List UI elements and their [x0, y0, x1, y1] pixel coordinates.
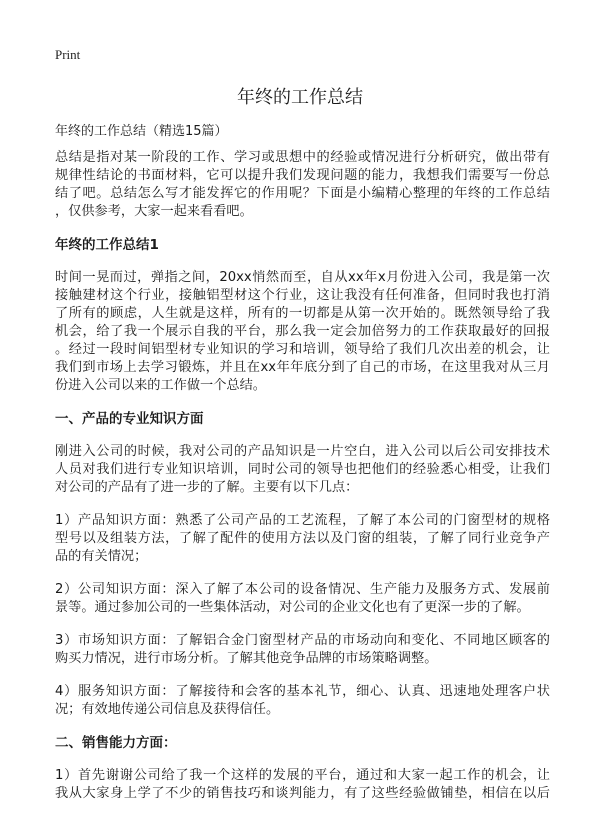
text-line: 况；有效地传递公司信息及获得信任。 [55, 702, 280, 717]
document-body [55, 149, 550, 818]
text-line: 了所有的顾虑，人生就是这样，所有的一切都是从第一次开始的。既然领导给了我 [55, 306, 550, 321]
text-line: 二、销售能力方面： [55, 735, 177, 751]
paragraph [55, 512, 550, 566]
paragraph [55, 767, 550, 803]
paragraph [55, 269, 550, 395]
text-line: 时间一晃而过，弹指之间，20xx悄然而至，自从xx年x月份进入公司，我是第一次 [55, 270, 550, 285]
text-line: ，仅供参考，大家一起来看看吧。 [55, 204, 253, 219]
paragraph [55, 632, 550, 668]
text-line: 对公司的产品有了进一步的了解。主要有以下几点： [55, 480, 359, 495]
text-line: 总结是指对某一阶段的工作、学习或思想中的经验或情况进行分析研究，做出带有 [55, 150, 550, 165]
section-heading [55, 236, 550, 254]
text-line: 型号以及组装方法，了解了配件的使用方法以及门窗的组装，了解了同行业竞争产 [55, 531, 550, 546]
text-line: 我们到市场上去学习锻炼，并且在xx年年底分到了自己的市场，在这里我对从三月 [55, 360, 550, 375]
document-subtitle: 年终的工作总结（精选15篇） [55, 124, 228, 139]
page-title: 年终的工作总结 [237, 87, 363, 108]
text-line: 年终的工作总结1 [55, 237, 159, 253]
section-heading [55, 410, 550, 428]
paragraph [55, 443, 550, 497]
text-line: 。经过一段时间铝型材专业知识的学习和培训，领导给了我们几次出差的机会，让 [55, 342, 550, 357]
text-line: 品的有关情况； [55, 549, 148, 564]
print-link[interactable]: Print [55, 47, 81, 62]
paragraph [55, 581, 550, 617]
text-line: 结了吧。总结怎么写才能发挥它的作用呢？下面是小编精心整理的年终的工作总结 [55, 186, 550, 201]
text-line: 份进入公司以来的工作做一个总结。 [55, 378, 266, 393]
text-line: 购买力情况，进行市场分析。了解其他竞争品牌的市场策略调整。 [55, 651, 438, 666]
text-line: 1）产品知识方面：熟悉了公司产品的工艺流程，了解了本公司的门窗型材的规格 [55, 513, 550, 528]
text-line: 接触建材这个行业，接触铝型材这个行业，这让我没有任何准备，但同时我也打消 [55, 288, 550, 303]
text-line: 机会，给了我一个展示自我的平台，那么我一定会加倍努力的工作获取最好的回报 [55, 324, 550, 339]
text-line: 2）公司知识方面：深入了解了本公司的设备情况、生产能力及服务方式、发展前 [55, 582, 550, 597]
text-line: 人员对我们进行专业知识培训，同时公司的领导也把他们的经验悉心相受，让我们 [55, 462, 550, 477]
text-line: 我从大家身上学了不少的销售技巧和谈判能力，有了这些经验做铺垫，相信在以后 [55, 786, 550, 801]
paragraph [55, 149, 550, 221]
text-line: 一、产品的专业知识方面 [55, 411, 204, 427]
text-line: 3）市场知识方面：了解铝合金门窗型材产品的市场动向和变化、不同地区顾客的 [55, 633, 550, 648]
text-line: 刚进入公司的时候，我对公司的产品知识是一片空白，进入公司以后公司安排技术 [55, 444, 550, 459]
text-line: 4）服务知识方面：了解接待和会客的基本礼节，细心、认真、迅速地处理客户状 [55, 684, 550, 699]
text-line: 景等。通过参加公司的一些集体活动，对公司的企业文化也有了更深一步的了解。 [55, 600, 530, 615]
paragraph [55, 683, 550, 719]
text-line: 规律性结论的书面材料，它可以提升我们发现问题的能力，我想我们需要写一份总 [55, 168, 550, 183]
text-line: 1）首先谢谢公司给了我一个这样的发展的平台，通过和大家一起工作的机会，让 [55, 768, 550, 783]
section-heading [55, 734, 550, 752]
